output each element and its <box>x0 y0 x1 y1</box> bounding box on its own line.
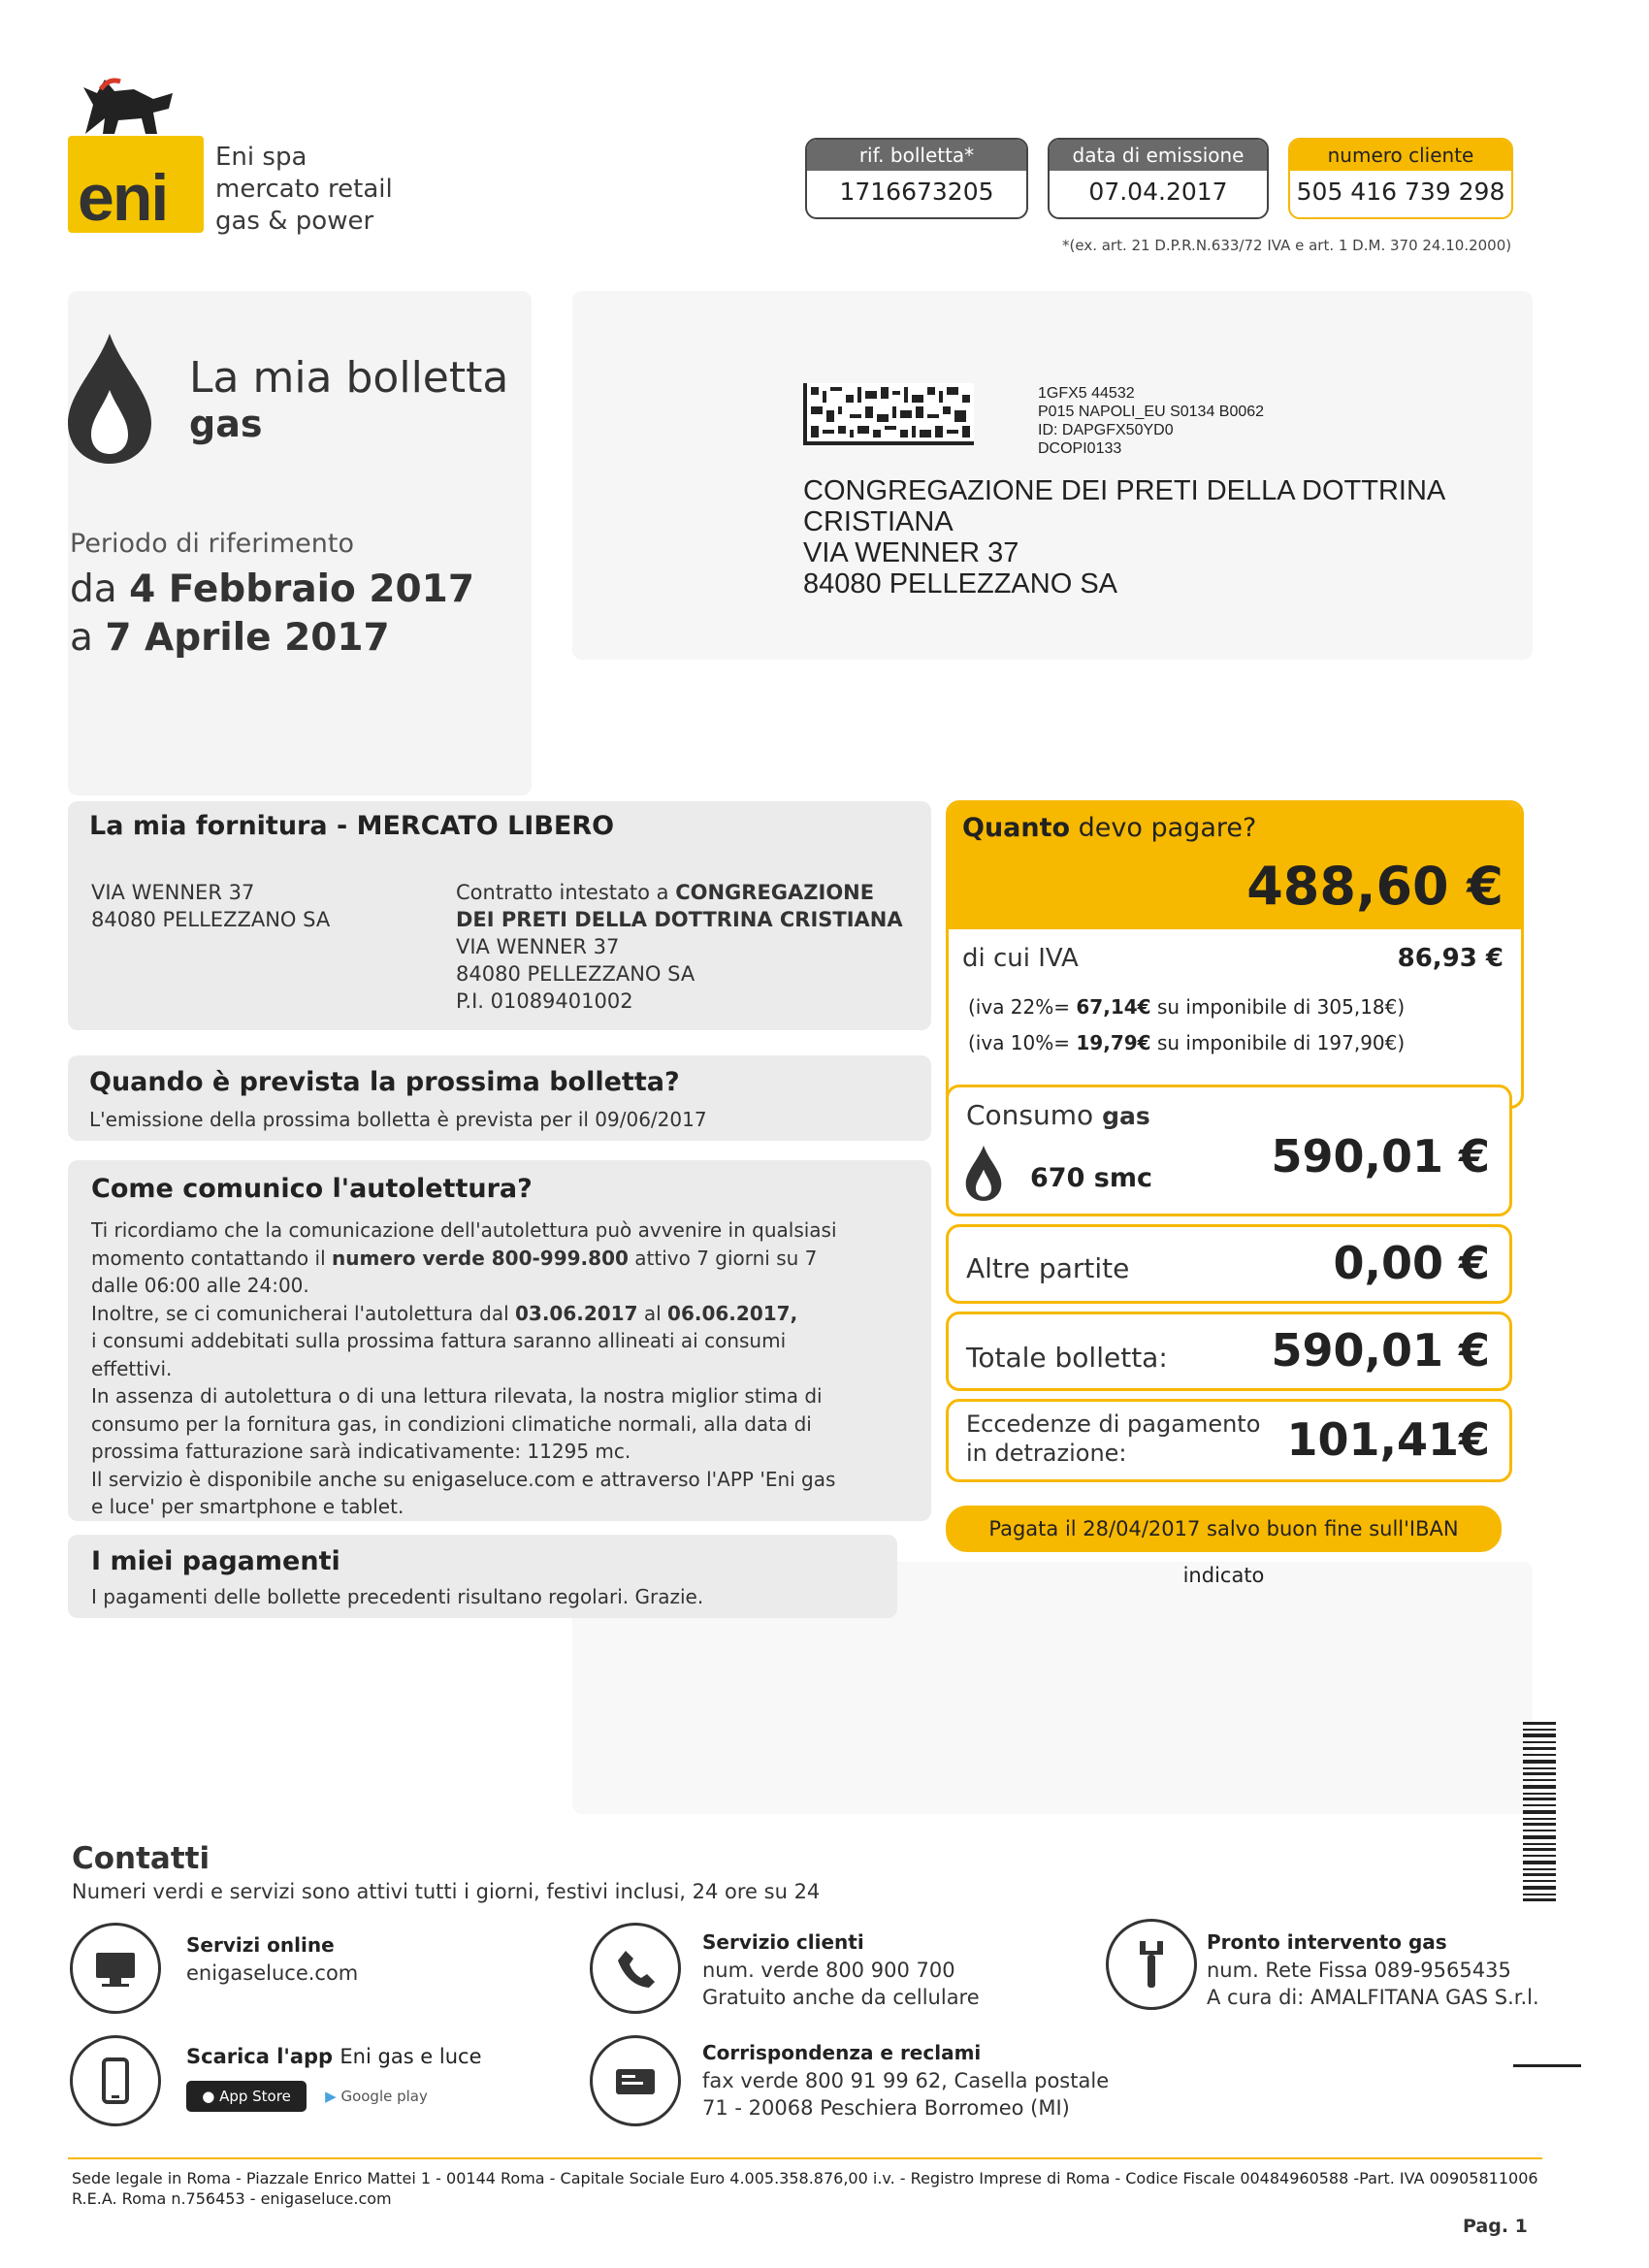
company-name: Eni spa mercato retail gas & power <box>215 143 393 236</box>
apple-icon: ● <box>202 2088 215 2105</box>
play-triangle-icon: ▶ <box>325 2088 337 2105</box>
autolettura-title: Come comunico l'autolettura? <box>91 1174 533 1204</box>
app-store-button[interactable]: ● App Store <box>186 2081 307 2112</box>
period-from: da 4 Febbraio 2017 <box>70 567 474 611</box>
eccedenze-label: Eccedenze di pagamento in detrazione: <box>966 1410 1261 1467</box>
numero-cliente-value: 505 416 739 298 <box>1296 178 1505 206</box>
numero-cliente-box <box>1288 138 1513 219</box>
servizio-clienti-text: num. verde 800 900 700 Gratuito anche da cellulare <box>702 1959 980 2009</box>
numero-cliente-label: numero cliente <box>1290 140 1511 171</box>
iva-10-detail: (iva 10%= 19,79€ su imponibile di 197,90€) <box>968 1031 1406 1054</box>
recipient-address: CONGREGAZIONE DEI PRETI DELLA DOTTRINA CRISTIANA VIA WENNER 37 84080 PELLEZZANO SA <box>803 475 1446 599</box>
period-label: Periodo di riferimento <box>70 529 354 559</box>
altre-partite-label: Altre partite <box>966 1252 1130 1284</box>
amount-due-value: 488,60 € <box>1246 856 1504 917</box>
contatti-title: Contatti <box>72 1841 210 1876</box>
servizi-online-title: Servizi online <box>186 1933 335 1957</box>
consumo-box <box>946 1085 1512 1216</box>
pagamenti-title: I miei pagamenti <box>91 1546 340 1576</box>
servizi-online-link[interactable]: enigaseluce.com <box>186 1961 359 1985</box>
iva-amount: 86,93 € <box>1397 944 1504 973</box>
eni-logo-text: eni <box>78 161 168 235</box>
footer-divider <box>68 2157 1542 2159</box>
pronto-intervento-text: num. Rete Fissa 089-9565435 A cura di: AMALFITANA GAS S.r.l. <box>1207 1959 1539 2009</box>
data-emissione-label: data di emissione <box>1050 140 1267 171</box>
iva-22-detail: (iva 22%= 67,14€ su imponibile di 305,18€) <box>968 995 1406 1019</box>
iva-label: di cui IVA <box>962 944 1079 973</box>
altre-partite-amount: 0,00 € <box>1333 1237 1490 1289</box>
fornitura-panel <box>68 801 931 1030</box>
amount-due-label: Quanto devo pagare? <box>962 813 1257 843</box>
pagamenti-panel <box>68 1535 897 1618</box>
prossima-bolletta-panel <box>68 1055 931 1141</box>
data-emissione-value: 07.04.2017 <box>1088 178 1228 206</box>
prossima-bolletta-title: Quando è prevista la prossima bolletta? <box>89 1067 680 1097</box>
fornitura-title: La mia fornitura - MERCATO LIBERO <box>89 811 615 841</box>
page-title: La mia bolletta <box>189 353 509 403</box>
autolettura-panel <box>68 1160 931 1521</box>
contract-holder: Contratto intestato a CONGREGAZIONE DEI PRETI DELLA DOTTRINA CRISTIANA VIA WENNER 37 84080 PELLEZZANO SA P.I. 01089401002 <box>456 881 903 1013</box>
data-emissione-box <box>1048 138 1269 219</box>
consumo-label: Consumo gas <box>966 1099 1150 1131</box>
cut-mark <box>1513 2064 1581 2067</box>
consumo-quantity: 670 smc <box>1030 1163 1152 1193</box>
smartphone-icon <box>70 2035 161 2126</box>
page-number: Pag. 1 <box>1463 2216 1528 2237</box>
eccedenze-amount: 101,41€ <box>1286 1413 1490 1466</box>
totale-bolletta-box <box>946 1312 1512 1391</box>
page-subtitle: gas <box>189 403 263 445</box>
totale-bolletta-amount: 590,01 € <box>1271 1324 1490 1377</box>
legal-footer: Sede legale in Roma - Piazzale Enrico Mattei 1 - 00144 Roma - Capitale Sociale Euro 4.005.358.876,00 i.v. - Registro Imprese di Roma - Codice Fiscale 00484960588 -Part. IVA 00905811006 R.E.A. Roma n.756453 - enigaseluce.com <box>72 2169 1538 2208</box>
eni-dog-logo-icon <box>76 76 182 144</box>
postal-codes: 1GFX5 44532 P015 NAPOLI_EU S0134 B0062 ID: DAPGFX50YD0 DCOPI0133 <box>1038 385 1265 457</box>
payment-status-badge: Pagata il 28/04/2017 salvo buon fine sull'IBAN indicato <box>946 1506 1502 1552</box>
rif-bolletta-box <box>805 138 1028 219</box>
period-to: a 7 Aprile 2017 <box>70 616 390 660</box>
amount-due-header <box>949 803 1521 929</box>
datamatrix-code-icon <box>803 383 974 445</box>
fornitura-address: VIA WENNER 37 84080 PELLEZZANO SA <box>91 881 331 931</box>
eccedenze-box <box>946 1399 1512 1482</box>
prossima-bolletta-text: L'emissione della prossima bolletta è prevista per il 09/06/2017 <box>89 1108 707 1131</box>
pagamenti-text: I pagamenti delle bollette precedenti risultano regolari. Grazie. <box>91 1585 704 1608</box>
app-title: Scarica l'app Eni gas e luce <box>186 2045 482 2068</box>
amount-due-box <box>946 800 1524 1109</box>
consumo-amount: 590,01 € <box>1271 1130 1490 1183</box>
servizio-clienti-title: Servizio clienti <box>702 1930 864 1954</box>
autolettura-text: Ti ricordiamo che la comunicazione dell'autolettura può avvenire in qualsiasi momento contattando il numero verde 800-999.800 attivo 7 giorni su 7 dalle 06:00 alle 24:00. Inoltre, se ci comunicherai l'autolettura dal 03.06.2017 al 06.06.2017, i consumi addebitati sulla prossima fattura saranno allineati ai consumi effettivi. In assenza di autolettura o di una lettura rilevata, la nostra miglior stima di consumo per la fornitura gas, in condizioni climatiche normali, alla data di prossima fatturazione sarà indicativamente: 11295 mc. Il servizio è disponibile anche su enigaseluce.com e attraverso l'APP 'Eni gas e luce' per smartphone e tablet. <box>91 1218 837 1518</box>
phone-icon <box>590 1923 681 2014</box>
totale-bolletta-label: Totale bolletta: <box>966 1342 1168 1374</box>
corrispondenza-text: fax verde 800 91 99 62, Casella postale 71 - 20068 Peschiera Borromeo (MI) <box>702 2069 1110 2120</box>
legal-note: *(ex. art. 21 D.P.R.N.633/72 IVA e art. 1 D.M. 370 24.10.2000) <box>1062 237 1512 254</box>
altre-partite-box <box>946 1224 1512 1304</box>
rif-bolletta-value: 1716673205 <box>839 178 994 206</box>
gas-flame-icon <box>64 330 155 466</box>
contatti-subtitle: Numeri verdi e servizi sono attivi tutti i giorni, festivi inclusi, 24 ore su 24 <box>72 1880 821 1903</box>
wrench-icon <box>1106 1919 1197 2010</box>
side-barcode-icon <box>1523 1722 1556 1901</box>
mail-card-icon <box>590 2035 681 2126</box>
monitor-icon <box>70 1923 161 2014</box>
pronto-intervento-title: Pronto intervento gas <box>1207 1930 1447 1954</box>
gas-flame-small-icon <box>964 1144 1003 1202</box>
corrispondenza-title: Corrispondenza e reclami <box>702 2041 982 2064</box>
google-play-button[interactable]: ▶ Google play <box>325 2088 428 2105</box>
rif-bolletta-label: rif. bolletta* <box>807 140 1026 171</box>
